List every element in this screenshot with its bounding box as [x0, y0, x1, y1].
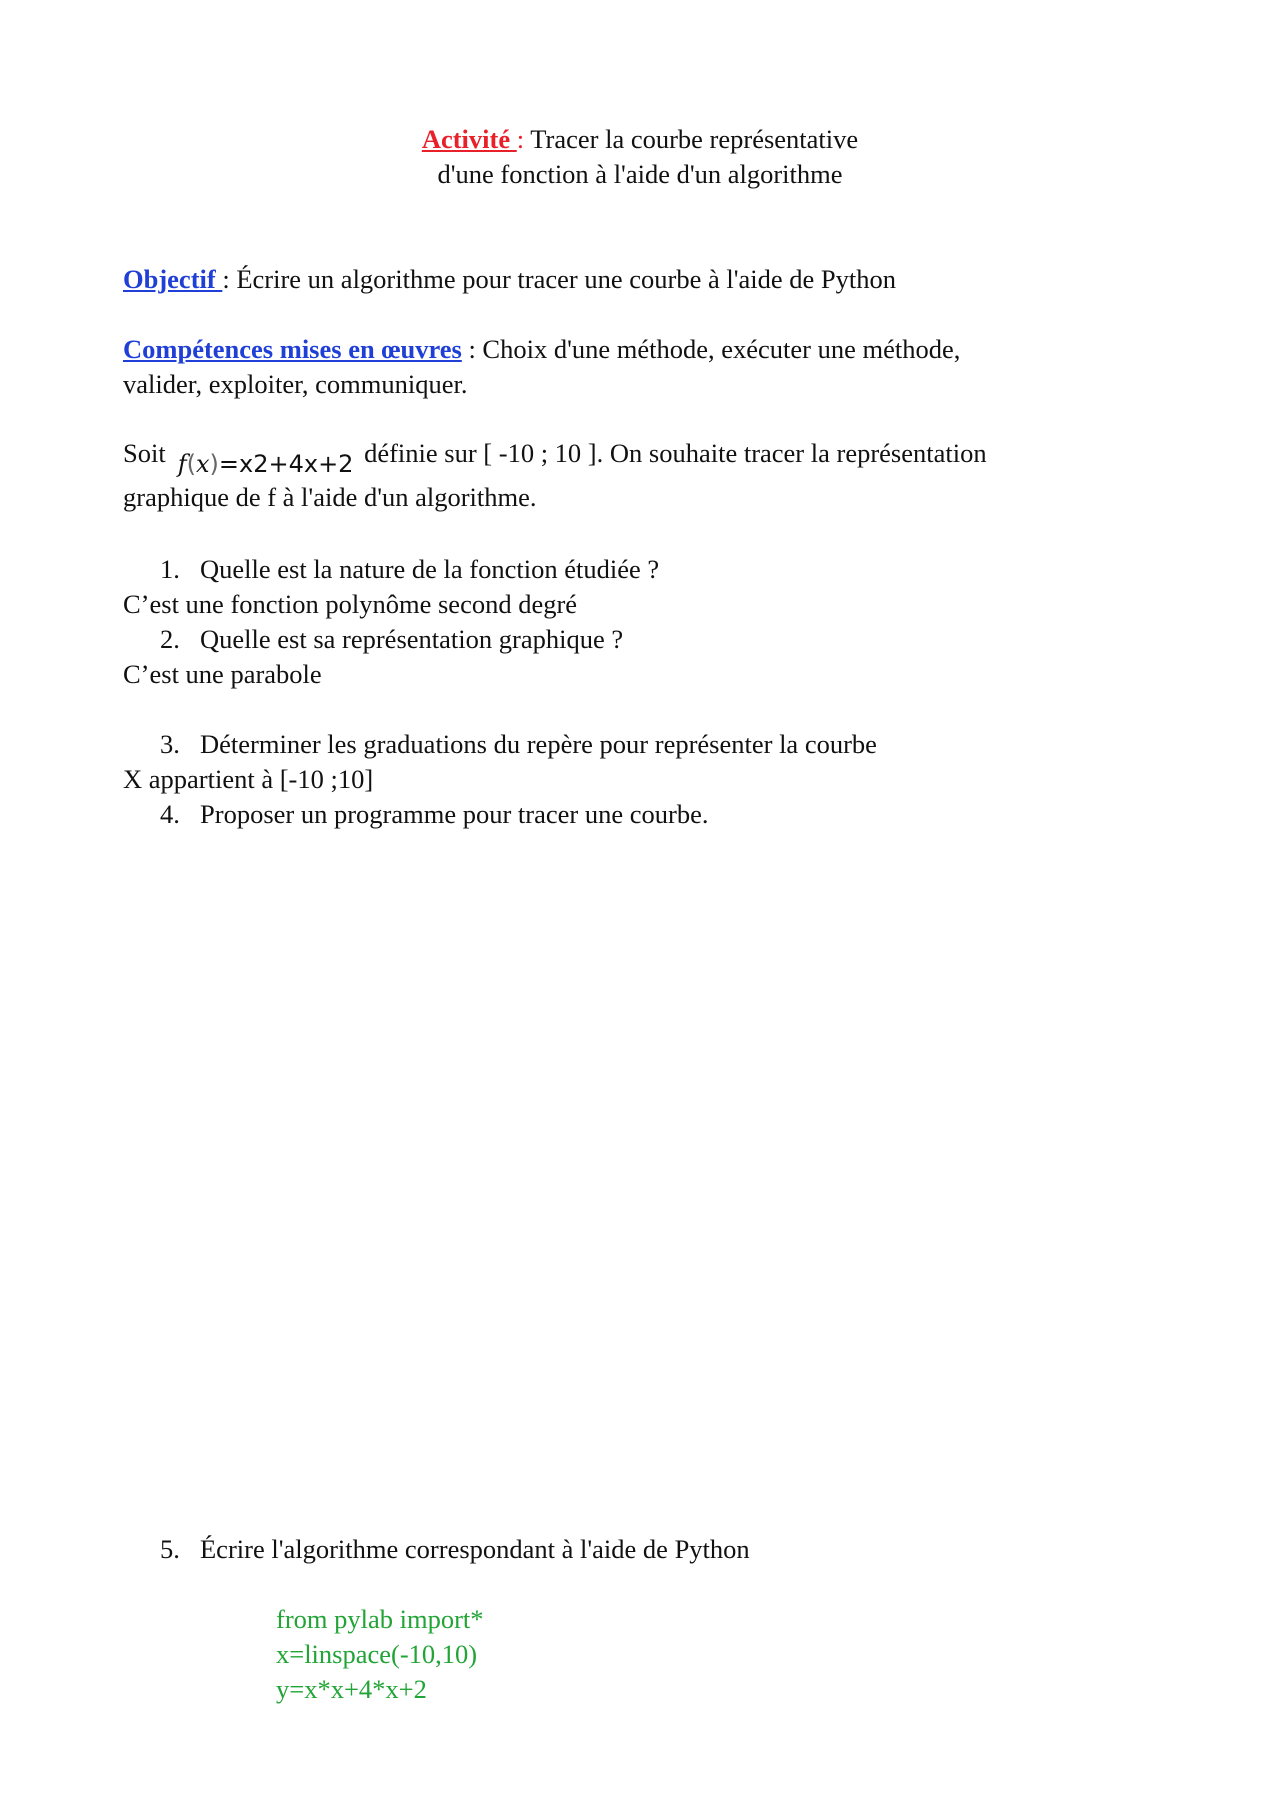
competences-text-1: : Choix d'une méthode, exécuter une méthode, [461, 334, 961, 364]
question-number: 4. [160, 799, 180, 829]
question-number: 2. [160, 624, 180, 654]
question-text: Écrire l'algorithme correspondant à l'aide de Python [200, 1534, 750, 1564]
formula-open: ( [186, 450, 196, 478]
objectif-paragraph [123, 262, 1173, 297]
formula-close: ) [209, 450, 219, 478]
competences-label: Compétences mises en œuvres [123, 334, 462, 364]
code-line: x=linspace(-10,10) [276, 1639, 478, 1669]
question-text: Proposer un programme pour tracer une courbe. [200, 799, 709, 829]
function-formula [166, 447, 358, 482]
question-1 [160, 552, 1160, 587]
objectif-label: Objectif [123, 264, 223, 294]
question-5 [160, 1532, 1160, 1567]
title-text-1: Tracer la courbe représentative [524, 124, 859, 154]
question-text: Quelle est sa représentation graphique ? [200, 624, 624, 654]
question-text: Quelle est la nature de la fonction étudiée ? [200, 554, 660, 584]
competences-text-2: valider, exploiter, communiquer. [123, 369, 468, 399]
intro-line-2: graphique de f à l'aide d'un algorithme. [123, 482, 537, 512]
activity-label: Activité [421, 124, 517, 154]
question-3 [160, 727, 1160, 762]
title-line-2: d'une fonction à l'aide d'un algorithme [437, 159, 843, 189]
formula-x: x [195, 450, 210, 478]
activity-colon: : [516, 124, 525, 154]
question-number: 1. [160, 554, 180, 584]
question-number: 5. [160, 1534, 180, 1564]
code-line: from pylab import* [276, 1604, 484, 1634]
answer-1: C’est une fonction polynôme second degré [123, 589, 578, 619]
code-line: y=x*x+4*x+2 [276, 1674, 427, 1704]
question-2 [160, 622, 1160, 657]
intro-suffix: définie sur [ -10 ; 10 ]. On souhaite tracer la représentation [357, 438, 987, 468]
formula-rest: =x2+4x+2 [218, 450, 354, 478]
intro-paragraph [123, 436, 1173, 515]
question-text: Déterminer les graduations du repère pour représenter la courbe [200, 729, 877, 759]
intro-prefix: Soit [123, 438, 166, 468]
question-4 [160, 797, 1160, 832]
objectif-text: : Écrire un algorithme pour tracer une courbe à l'aide de Python [222, 264, 896, 294]
competences-paragraph [123, 332, 1173, 402]
python-code-block [276, 1602, 484, 1707]
formula-f: f [177, 450, 187, 478]
activity-title [0, 122, 1280, 192]
title-line-1 [0, 122, 1280, 157]
answer-3: X appartient à [-10 ;10] [123, 764, 374, 794]
question-number: 3. [160, 729, 180, 759]
answer-2: C’est une parabole [123, 659, 322, 689]
